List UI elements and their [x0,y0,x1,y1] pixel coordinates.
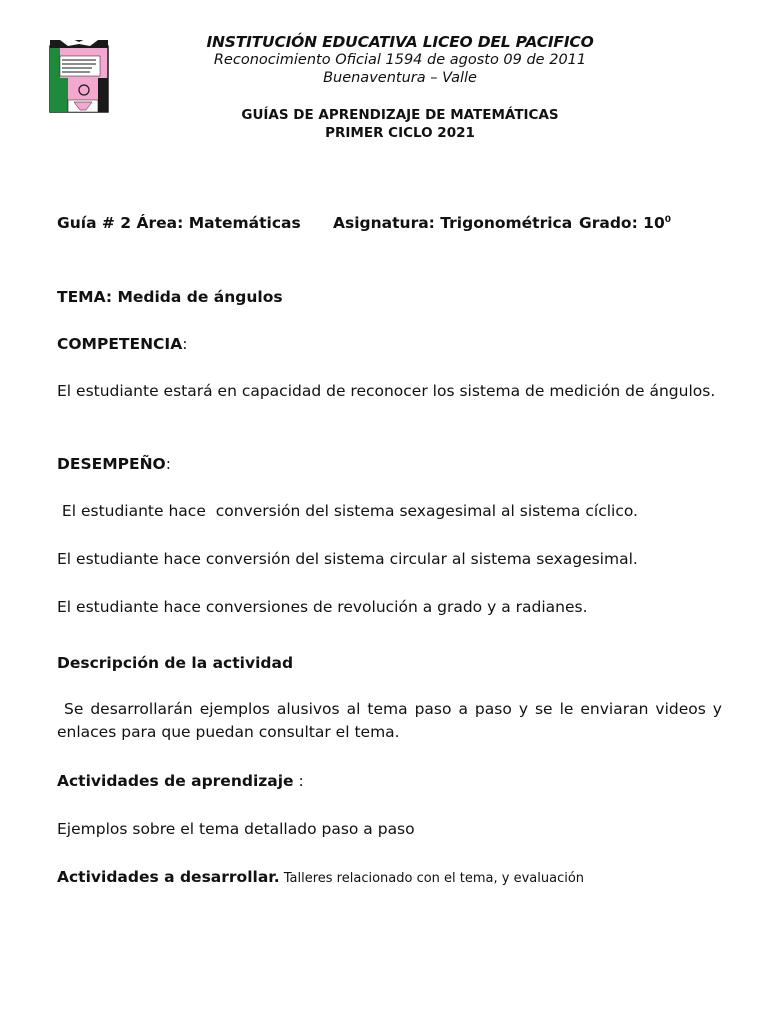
recognition-line: Reconocimiento Oficial 1594 de agosto 09 de 2011 [213,52,587,68]
descripcion-text: Se desarrollarán ejemplos alusivos al tema paso a paso y se le enviaran videos y enlaces para que puedan consultar el tema. [57,700,727,741]
institution-name: INSTITUCIÓN EDUCATIVA LICEO DEL PACIFICO [206,33,594,51]
aprendizaje-label: Actividades de aprendizaje [57,772,294,790]
descripcion-heading: Descripción de la actividad [57,654,294,672]
grade-superscript: 0 [664,214,671,225]
competencia-label: COMPETENCIA [57,335,183,353]
desempeno-heading [57,453,722,476]
aprendizaje-heading [57,770,722,793]
subject: Asignatura: Trigonométrica [333,214,573,232]
guide-area: Guía # 2 Área: Matemáticas [57,214,301,232]
grade [579,214,671,232]
guide-cycle: PRIMER CICLO 2021 [325,125,475,141]
competencia-heading [57,333,722,356]
location-line: Buenaventura – Valle [323,70,477,86]
competencia-text: El estudiante estará en capacidad de reconocer los sistema de medición de ángulos. [57,382,716,400]
desarrollar-text: Talleres relacionado con el tema, y evaluación [279,871,585,886]
aprendizaje-text: Ejemplos sobre el tema detallado paso a paso [57,820,415,838]
competencia-colon: : [182,335,188,353]
desempeno-item-1: El estudiante hace conversión del sistema sexagesimal al sistema cíclico. [57,502,638,520]
guide-title: GUÍAS DE APRENDIZAJE DE MATEMÁTICAS [241,107,559,123]
desarrollar-line [57,866,722,890]
aprendizaje-colon: : [293,772,304,790]
desempeno-item-3: El estudiante hace conversiones de revolución a grado y a radianes. [57,598,588,616]
school-crest-logo [46,38,112,116]
desempeno-label: DESEMPEÑO [57,455,166,473]
desempeno-item-2: El estudiante hace conversión del sistema circular al sistema sexagesimal. [57,550,638,568]
desempeno-colon: : [165,455,171,473]
grade-label: Grado: 10 [579,214,665,232]
tema-heading: TEMA: Medida de ángulos [57,288,283,306]
desarrollar-label: Actividades a desarrollar. [57,868,280,886]
